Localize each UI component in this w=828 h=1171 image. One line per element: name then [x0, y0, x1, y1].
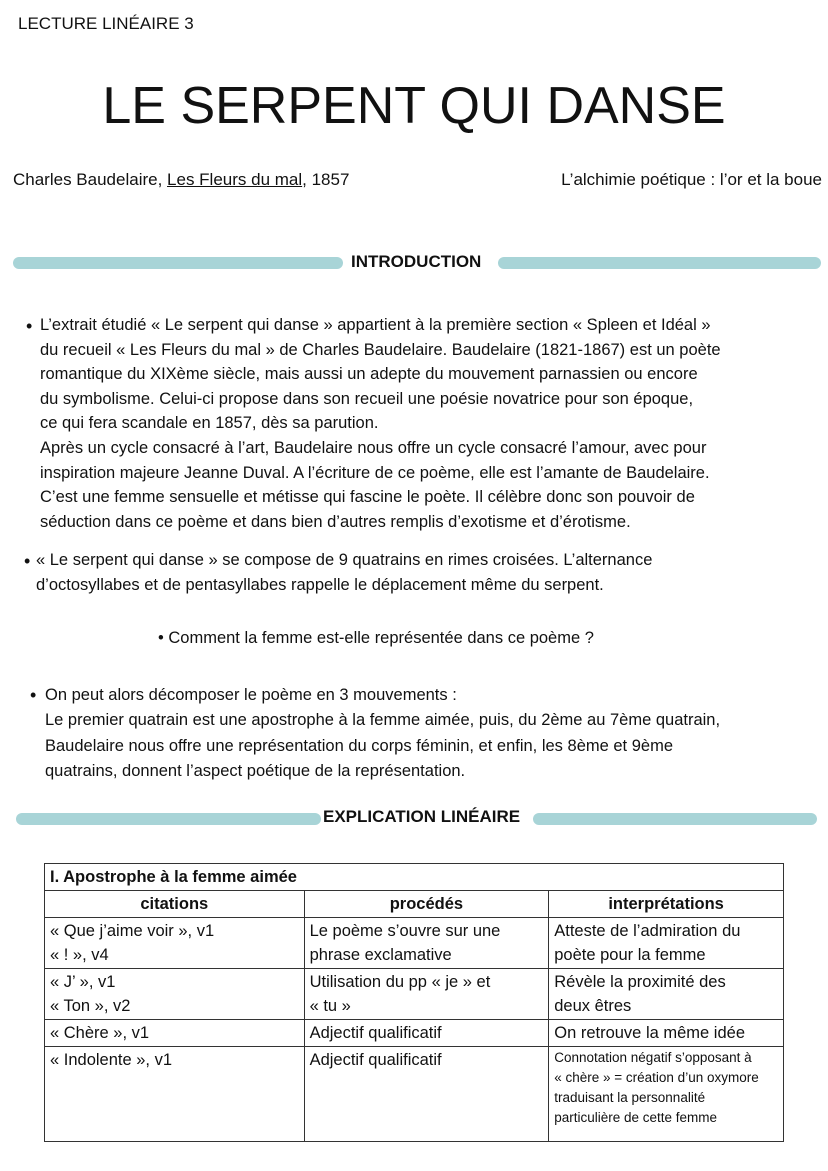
- header-citations: citations: [45, 891, 305, 918]
- cell-line: deux êtres: [554, 997, 632, 1015]
- paragraph-line: inspiration majeure Jeanne Duval. A l’écriture de ce poème, elle est l’amante de Baudelaire.: [40, 463, 710, 482]
- cell-line: Connotation négatif s’opposant à: [554, 1050, 752, 1065]
- cell-line: Adjectif qualificatif: [309, 1024, 442, 1042]
- work-title: Les Fleurs du mal: [167, 170, 303, 189]
- table-row: [45, 918, 784, 969]
- lecture-label: LECTURE LINÉAIRE 3: [18, 14, 194, 33]
- citation-cell: [45, 918, 305, 969]
- author-line: [13, 170, 349, 190]
- procede-cell: [304, 969, 549, 1020]
- cell-line: Utilisation du pp « je » et: [309, 973, 491, 991]
- analysis-table: [44, 863, 784, 1142]
- table-row: [45, 969, 784, 1020]
- bullet: •: [26, 316, 33, 336]
- cell-line: Adjectif qualificatif: [309, 1051, 442, 1069]
- paragraph-line: d’octosyllabes et de pentasyllabes rappelle le déplacement même du serpent.: [36, 576, 604, 594]
- paragraph-line: quatrains, donnent l’aspect poétique de la représentation.: [45, 761, 466, 780]
- cell-line: Révèle la proximité des: [554, 973, 726, 991]
- interpretation-cell: [549, 918, 784, 969]
- cell-line: « Ton », v2: [50, 997, 131, 1015]
- paragraph-line: Après un cycle consacré à l’art, Baudelaire nous offre un cycle consacré l’amour, avec pour: [40, 439, 707, 457]
- header-procedes: procédés: [304, 891, 549, 918]
- interpretation-cell: [549, 969, 784, 1020]
- theme: L’alchimie poétique : l’or et la boue: [561, 170, 822, 189]
- section-explication: EXPLICATION LINÉAIRE: [323, 807, 521, 826]
- interpretation-cell: [549, 1047, 784, 1142]
- procede-cell: [304, 1047, 549, 1142]
- section-bar-right: [498, 257, 821, 269]
- paragraph-line: On peut alors décomposer le poème en 3 mouvements :: [45, 686, 457, 704]
- bullet: •: [24, 551, 31, 571]
- cell-line: particulière de cette femme: [554, 1110, 718, 1125]
- section-bar-left: [16, 813, 321, 825]
- cell-line: « Que j’aime voir », v1: [50, 922, 215, 940]
- paragraph-line: du symbolisme. Celui-ci propose dans son recueil une poésie novatrice pour son époque,: [40, 389, 694, 408]
- procede-cell: [304, 918, 549, 969]
- citation-cell: [45, 969, 305, 1020]
- paragraph-line: L’extrait étudié « Le serpent qui danse » appartient à la première section « Spleen et Idéal »: [40, 316, 711, 334]
- cell-line: « J’ », v1: [50, 973, 116, 991]
- paragraph-line: séduction dans ce poème et dans bien d’autres remplis d’exotisme et d’érotisme.: [40, 512, 631, 531]
- paragraph-line: Le premier quatrain est une apostrophe à la femme aimée, puis, du 2ème au 7ème quatrain,: [45, 711, 721, 730]
- cell-line: phrase exclamative: [309, 946, 452, 964]
- paragraph-line: ce qui fera scandale en 1857, dès sa parution.: [40, 414, 379, 433]
- problematique: • Comment la femme est-elle représentée dans ce poème ?: [158, 629, 594, 647]
- paragraph-line: romantique du XIXème siècle, mais aussi un adepte du mouvement parnassien ou encore: [40, 365, 698, 384]
- bullet: •: [30, 685, 37, 705]
- section-bar-right: [533, 813, 817, 825]
- table-title: I. Apostrophe à la femme aimée: [45, 864, 784, 891]
- cell-line: On retrouve la même idée: [554, 1024, 745, 1042]
- cell-line: traduisant la personnalité: [554, 1090, 706, 1105]
- paragraph-line: Baudelaire nous offre une représentation du corps féminin, et enfin, les 8ème et 9ème: [45, 736, 673, 755]
- paragraph-line: « Le serpent qui danse » se compose de 9 quatrains en rimes croisées. L’alternance: [36, 551, 653, 569]
- section-introduction: INTRODUCTION: [351, 252, 482, 271]
- cell-line: Atteste de l’admiration du: [554, 922, 741, 940]
- citation-cell: [45, 1047, 305, 1142]
- cell-line: « ! », v4: [50, 946, 109, 964]
- cell-line: « Indolente », v1: [50, 1051, 173, 1069]
- header-interpretations: interprétations: [549, 891, 784, 918]
- cell-line: « tu »: [309, 997, 351, 1015]
- table-row: [45, 1020, 784, 1047]
- procede-cell: [304, 1020, 549, 1047]
- citation-cell: [45, 1020, 305, 1047]
- cell-line: « Chère », v1: [50, 1024, 150, 1042]
- paragraph-line: du recueil « Les Fleurs du mal » de Charles Baudelaire. Baudelaire (1821-1867) est un poète: [40, 340, 721, 359]
- cell-line: « chère » = création d’un oxymore: [554, 1070, 759, 1085]
- cell-line: Le poème s’ouvre sur une: [309, 922, 501, 940]
- author: Charles Baudelaire,: [13, 170, 168, 189]
- paragraph-line: C’est une femme sensuelle et métisse qui fascine le poète. Il célèbre donc son pouvoir de: [40, 488, 695, 507]
- section-bar-left: [13, 257, 343, 269]
- year: , 1857: [302, 170, 350, 189]
- question-text: Comment la femme est-elle représentée dans ce poème ?: [168, 629, 594, 647]
- table-row: [45, 1047, 784, 1142]
- cell-line: poète pour la femme: [554, 946, 706, 964]
- page-title: LE SERPENT QUI DANSE: [102, 77, 726, 135]
- interpretation-cell: [549, 1020, 784, 1047]
